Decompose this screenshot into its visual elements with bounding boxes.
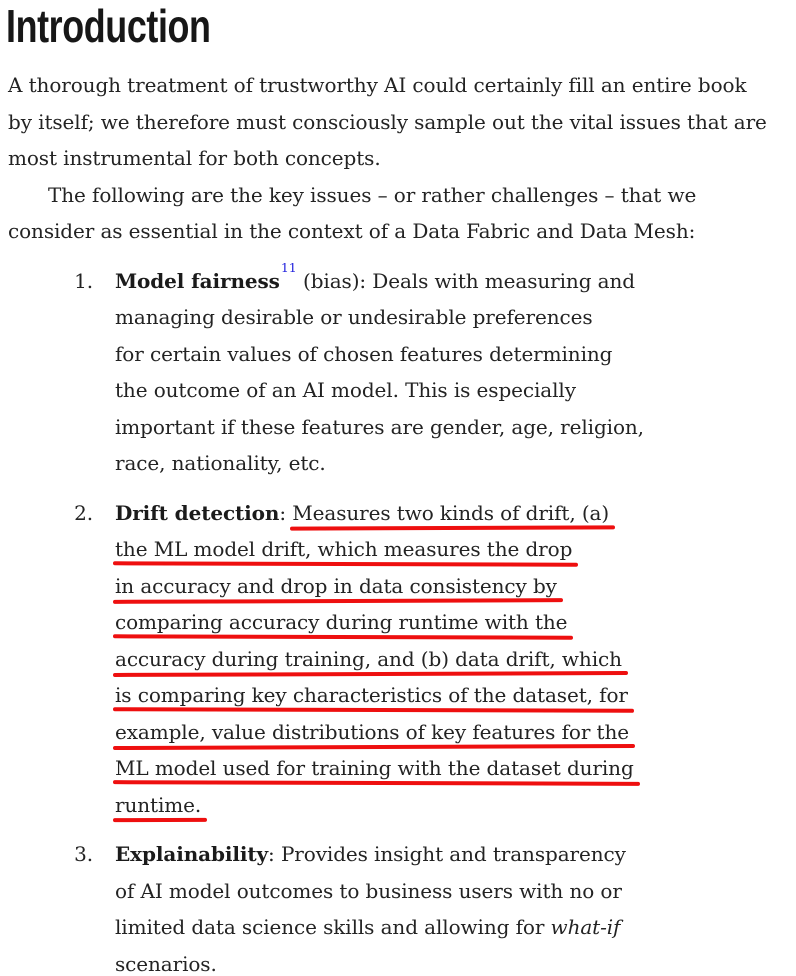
text-segment: : Provides insight and transparency: [268, 842, 626, 866]
list-item-number: 2.: [74, 500, 93, 525]
list-item-content: [115, 495, 634, 824]
text-segment: limited data science skills and allowing for: [115, 915, 551, 939]
red-underlined-text: Measures two kinds of drift, (a): [292, 500, 610, 525]
text-line: important if these features are gender, age, religion,: [115, 414, 644, 439]
text-line: most instrumental for both concepts.: [8, 146, 381, 170]
section-heading: [6, 0, 796, 52]
red-underlined-text: in accuracy and drop in data consistency by: [115, 573, 557, 598]
list-item-explainability: [8, 836, 796, 976]
red-underlined-text: comparing accuracy during runtime with the: [115, 610, 568, 634]
intro-paragraph-1: [8, 67, 796, 177]
text-line: managing desirable or undesirable preferences: [115, 305, 593, 329]
list-item-drift-detection: [8, 495, 796, 824]
text-segment: :: [279, 500, 293, 525]
text-line: A thorough treatment of trustworthy AI could certainly fill an entire book: [8, 73, 747, 97]
list-item-term: Explainability: [115, 842, 269, 866]
red-underlined-text: example, value distributions of key features for the: [115, 719, 629, 744]
text-line: [115, 677, 634, 714]
list-item-term: Model fairness: [115, 268, 280, 293]
numbered-list: [8, 259, 796, 976]
text-line: of AI model outcomes to business users with no or: [115, 878, 622, 903]
text-line: [115, 714, 634, 751]
text-line: [115, 750, 634, 787]
red-underlined-text: the ML model drift, which measures the drop: [115, 537, 573, 561]
text-line: [115, 787, 634, 824]
intro-paragraph-2: [8, 177, 796, 250]
list-item-content: [115, 259, 644, 482]
text-line: for certain values of chosen features determining: [115, 341, 613, 366]
red-underlined-text: runtime.: [115, 792, 202, 817]
text-line: consider as essential in the context of a Data Fabric and Data Mesh:: [8, 219, 696, 243]
red-underlined-text: ML model used for training with the dataset during: [115, 756, 634, 780]
list-item-number: 3.: [74, 842, 93, 866]
text-line: [115, 568, 634, 605]
text-line: race, nationality, etc.: [115, 451, 326, 475]
text-line: by itself; we therefore must consciously sample out the vital issues that are: [8, 109, 767, 134]
red-underlined-text: accuracy during training, and (b) data drift, which: [115, 646, 622, 671]
list-item-model-fairness: [8, 259, 796, 482]
text-line: The following are the key issues – or rather challenges – that we: [48, 182, 697, 207]
list-item-number: 1.: [74, 268, 93, 293]
list-item-term: Drift detection: [115, 500, 280, 525]
list-item-content: [115, 836, 626, 976]
red-underlined-text: is comparing key characteristics of the dataset, for: [115, 683, 628, 707]
text-line: scenarios.: [115, 951, 217, 976]
emphasis-what-if: what-if: [550, 915, 621, 939]
text-line: [115, 604, 634, 641]
section-heading-text: Introduction: [6, 0, 211, 52]
text-line: the outcome of an AI model. This is especially: [115, 378, 576, 402]
text-line: [115, 495, 634, 532]
text-line: [115, 641, 634, 678]
footnote-ref-11[interactable]: 11: [280, 259, 297, 275]
text-line: [115, 259, 644, 300]
text-line: [115, 531, 634, 568]
text-segment: (bias): Deals with measuring and: [296, 268, 635, 293]
text-line: [115, 909, 626, 946]
text-line: [115, 836, 626, 873]
